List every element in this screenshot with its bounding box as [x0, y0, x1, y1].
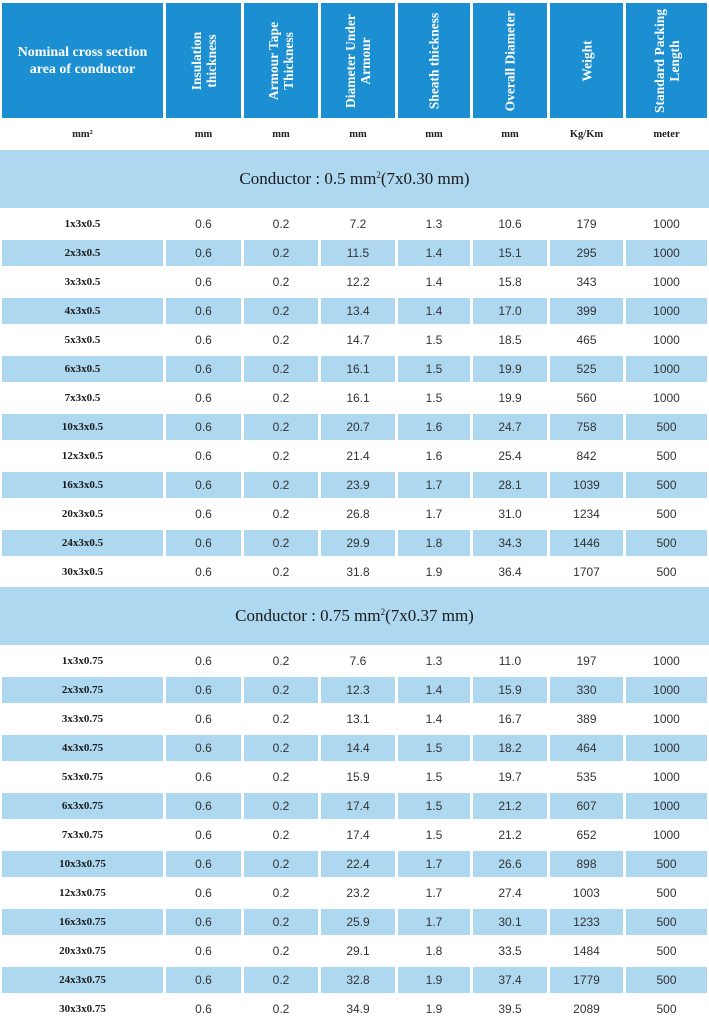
- cell-overall-diameter: 16.7: [498, 712, 522, 726]
- cell-conductor-size: 1x3x0.5: [64, 218, 101, 230]
- cell-sheath-thickness: 1.5: [425, 770, 443, 784]
- cell-weight: 343: [576, 275, 597, 289]
- cell-weight: 330: [550, 677, 623, 703]
- cell-weight: 389: [576, 712, 597, 726]
- cell-packing-length: 500: [626, 472, 707, 498]
- cell-conductor-size: 16x3x0.75: [2, 909, 163, 935]
- table-row: [0, 851, 709, 877]
- table-row: [0, 211, 709, 237]
- cell-armour-tape-thickness: 0.2: [272, 275, 290, 289]
- cell-diameter-under-armour: 29.1: [346, 944, 370, 958]
- cell-sheath-thickness: 1.8: [425, 944, 443, 958]
- header-cross-section-label: Nominal cross section area of conductor: [17, 44, 148, 77]
- cell-overall-diameter: 26.6: [473, 851, 547, 877]
- table-row: [0, 996, 709, 1022]
- cell-conductor-size: 5x3x0.75: [61, 771, 104, 783]
- cell-conductor-size: 6x3x0.5: [2, 356, 163, 382]
- cell-armour-tape-thickness: 0.2: [244, 414, 318, 440]
- cell-sheath-thickness: 1.5: [425, 391, 443, 405]
- cell-sheath-thickness: 1.4: [425, 712, 443, 726]
- cell-sheath-thickness: 1.5: [398, 735, 470, 761]
- table-row: [0, 938, 709, 964]
- cell-overall-diameter: 24.7: [473, 414, 547, 440]
- cell-insulation-thickness: 0.6: [166, 530, 241, 556]
- cell-packing-length: 1000: [626, 793, 707, 819]
- table-row: [0, 530, 709, 556]
- section-title: Conductor : 0.75 mm: [235, 606, 381, 625]
- cell-insulation-thickness: 0.6: [195, 507, 212, 521]
- header-armour-tape: [244, 3, 318, 118]
- table-row: [0, 559, 709, 585]
- cell-diameter-under-armour: 15.9: [346, 770, 370, 784]
- cell-overall-diameter: 21.2: [498, 828, 522, 842]
- cell-sheath-thickness: 1.7: [425, 886, 443, 900]
- cell-weight: 607: [550, 793, 623, 819]
- table-row: [0, 385, 709, 411]
- table-row: [0, 356, 709, 382]
- cell-armour-tape-thickness: 0.2: [244, 530, 318, 556]
- cell-weight: 1779: [550, 967, 623, 993]
- table-row: [0, 648, 709, 674]
- cell-sheath-thickness: 1.9: [398, 967, 470, 993]
- unit-weight: Kg/Km: [569, 128, 604, 140]
- cell-sheath-thickness: 1.5: [398, 356, 470, 382]
- cell-insulation-thickness: 0.6: [195, 1002, 212, 1016]
- section-title-sup: 2: [380, 607, 386, 617]
- cell-packing-length: 500: [626, 909, 707, 935]
- cell-armour-tape-thickness: 0.2: [272, 944, 290, 958]
- cell-conductor-size: 3x3x0.5: [64, 276, 101, 288]
- cell-insulation-thickness: 0.6: [166, 967, 241, 993]
- cell-packing-length: 1000: [653, 712, 680, 726]
- cell-conductor-size: 30x3x0.75: [59, 1003, 106, 1015]
- cell-weight: 399: [550, 298, 623, 324]
- unit-diameter-under-armour: mm: [349, 128, 367, 140]
- cell-armour-tape-thickness: 0.2: [244, 472, 318, 498]
- cell-weight: 842: [576, 449, 597, 463]
- cell-packing-length: 500: [626, 414, 707, 440]
- cell-sheath-thickness: 1.6: [425, 449, 443, 463]
- cell-sheath-thickness: 1.3: [425, 217, 443, 231]
- cell-overall-diameter: 34.3: [473, 530, 547, 556]
- cell-overall-diameter: 10.6: [498, 217, 522, 231]
- header-weight-label: Weight: [579, 39, 594, 82]
- cell-packing-length: 1000: [653, 770, 680, 784]
- cell-sheath-thickness: 1.4: [398, 298, 470, 324]
- cell-conductor-size: 30x3x0.5: [61, 566, 104, 578]
- cell-sheath-thickness: 1.4: [398, 677, 470, 703]
- cell-insulation-thickness: 0.6: [195, 391, 212, 405]
- cell-weight: 179: [576, 217, 597, 231]
- cell-conductor-size: 6x3x0.75: [2, 793, 163, 819]
- cell-sheath-thickness: 1.5: [425, 333, 443, 347]
- cell-packing-length: 500: [626, 530, 707, 556]
- cell-diameter-under-armour: 32.8: [321, 967, 395, 993]
- cell-armour-tape-thickness: 0.2: [244, 735, 318, 761]
- section-title-sup: 2: [376, 170, 381, 180]
- unit-overall-diameter: mm: [501, 128, 519, 140]
- table-row: [0, 414, 709, 440]
- cell-sheath-thickness: 1.7: [425, 507, 443, 521]
- cell-sheath-thickness: 1.4: [425, 275, 443, 289]
- table-row: [0, 706, 709, 732]
- cell-insulation-thickness: 0.6: [195, 944, 212, 958]
- cell-diameter-under-armour: 14.7: [346, 333, 370, 347]
- cell-packing-length: 500: [626, 851, 707, 877]
- cell-overall-diameter: 39.5: [498, 1002, 522, 1016]
- table-row: [0, 472, 709, 498]
- cell-armour-tape-thickness: 0.2: [272, 333, 290, 347]
- cell-armour-tape-thickness: 0.2: [244, 967, 318, 993]
- cell-overall-diameter: 15.1: [473, 240, 547, 266]
- cell-conductor-size: 20x3x0.5: [61, 508, 104, 520]
- cell-sheath-thickness: 1.6: [398, 414, 470, 440]
- cell-insulation-thickness: 0.6: [166, 356, 241, 382]
- table-row: [0, 793, 709, 819]
- cell-armour-tape-thickness: 0.2: [272, 507, 290, 521]
- cell-conductor-size: 20x3x0.75: [59, 945, 106, 957]
- cell-weight: 535: [576, 770, 597, 784]
- unit-cross-section: mm²: [72, 128, 93, 140]
- cell-insulation-thickness: 0.6: [166, 851, 241, 877]
- cell-weight: 758: [550, 414, 623, 440]
- cell-overall-diameter: 33.5: [498, 944, 522, 958]
- cell-armour-tape-thickness: 0.2: [244, 356, 318, 382]
- cell-diameter-under-armour: 22.4: [321, 851, 395, 877]
- table-row: [0, 501, 709, 527]
- cell-weight: 295: [550, 240, 623, 266]
- cell-insulation-thickness: 0.6: [166, 793, 241, 819]
- cell-armour-tape-thickness: 0.2: [244, 851, 318, 877]
- cell-packing-length: 500: [656, 1002, 677, 1016]
- cell-insulation-thickness: 0.6: [166, 414, 241, 440]
- cell-weight: 1484: [573, 944, 600, 958]
- header-diameter-under-armour: [321, 3, 395, 118]
- header-insulation-label: Insulation thickness: [188, 31, 219, 90]
- unit-packing-length: meter: [653, 128, 680, 140]
- cell-diameter-under-armour: 17.4: [346, 828, 370, 842]
- cell-overall-diameter: 15.9: [473, 677, 547, 703]
- cell-packing-length: 500: [656, 886, 677, 900]
- table-row: [0, 735, 709, 761]
- table-row: [0, 269, 709, 295]
- header-packing-length: [626, 3, 707, 118]
- section-banner: [0, 587, 709, 645]
- cell-overall-diameter: 30.1: [473, 909, 547, 935]
- cell-conductor-size: 1x3x0.75: [61, 655, 104, 667]
- cell-sheath-thickness: 1.8: [398, 530, 470, 556]
- cell-insulation-thickness: 0.6: [166, 298, 241, 324]
- cell-insulation-thickness: 0.6: [166, 677, 241, 703]
- cell-diameter-under-armour: 34.9: [346, 1002, 370, 1016]
- cell-conductor-size: 4x3x0.5: [2, 298, 163, 324]
- cell-armour-tape-thickness: 0.2: [272, 770, 290, 784]
- table-row: [0, 677, 709, 703]
- cell-armour-tape-thickness: 0.2: [272, 449, 290, 463]
- cell-insulation-thickness: 0.6: [195, 217, 212, 231]
- cell-diameter-under-armour: 7.6: [349, 654, 367, 668]
- cell-conductor-size: 12x3x0.75: [59, 887, 106, 899]
- cell-diameter-under-armour: 16.1: [321, 356, 395, 382]
- cell-packing-length: 1000: [626, 735, 707, 761]
- cell-diameter-under-armour: 29.9: [321, 530, 395, 556]
- table-row: [0, 327, 709, 353]
- header-cross-section: [2, 3, 163, 118]
- cell-insulation-thickness: 0.6: [195, 828, 212, 842]
- cell-insulation-thickness: 0.6: [166, 909, 241, 935]
- cell-sheath-thickness: 1.9: [425, 565, 443, 579]
- cell-sheath-thickness: 1.5: [398, 793, 470, 819]
- cell-diameter-under-armour: 25.9: [321, 909, 395, 935]
- section-title: Conductor : 0.5 mm: [239, 169, 377, 188]
- cell-overall-diameter: 18.2: [473, 735, 547, 761]
- cell-sheath-thickness: 1.9: [425, 1002, 443, 1016]
- cell-armour-tape-thickness: 0.2: [244, 240, 318, 266]
- cell-conductor-size: 2x3x0.5: [2, 240, 163, 266]
- header-armour-tape-label: Armour Tape Thickness: [266, 21, 296, 100]
- cell-packing-length: 1000: [653, 275, 680, 289]
- cell-weight: 1233: [550, 909, 623, 935]
- cell-armour-tape-thickness: 0.2: [244, 793, 318, 819]
- cell-diameter-under-armour: 26.8: [346, 507, 370, 521]
- cell-conductor-size: 24x3x0.5: [2, 530, 163, 556]
- cell-conductor-size: 16x3x0.5: [2, 472, 163, 498]
- cell-insulation-thickness: 0.6: [195, 770, 212, 784]
- cell-insulation-thickness: 0.6: [195, 333, 212, 347]
- cell-diameter-under-armour: 16.1: [346, 391, 370, 405]
- table-row: [0, 822, 709, 848]
- table-row: [0, 967, 709, 993]
- cell-weight: 652: [576, 828, 597, 842]
- cell-conductor-size: 3x3x0.75: [61, 713, 104, 725]
- cell-armour-tape-thickness: 0.2: [272, 391, 290, 405]
- cell-overall-diameter: 36.4: [498, 565, 522, 579]
- header-packing-length-label: Standard Packing Length: [651, 8, 682, 113]
- cell-overall-diameter: 15.8: [498, 275, 522, 289]
- header-insulation: [166, 3, 241, 118]
- cell-conductor-size: 2x3x0.75: [2, 677, 163, 703]
- cell-diameter-under-armour: 11.5: [321, 240, 395, 266]
- header-overall-diameter-label: Overall Diameter: [502, 10, 518, 111]
- cell-overall-diameter: 19.9: [498, 391, 522, 405]
- cell-packing-length: 1000: [626, 240, 707, 266]
- cell-diameter-under-armour: 31.8: [346, 565, 370, 579]
- cell-diameter-under-armour: 17.4: [321, 793, 395, 819]
- cell-conductor-size: 12x3x0.5: [61, 450, 104, 462]
- cell-diameter-under-armour: 13.1: [346, 712, 370, 726]
- cell-conductor-size: 4x3x0.75: [2, 735, 163, 761]
- cell-conductor-size: 7x3x0.5: [64, 392, 101, 404]
- unit-insulation: mm: [194, 128, 213, 140]
- cell-conductor-size: 10x3x0.75: [2, 851, 163, 877]
- section-title-suffix: (7x0.30 mm): [380, 169, 470, 188]
- cell-diameter-under-armour: 12.2: [346, 275, 370, 289]
- cell-armour-tape-thickness: 0.2: [272, 217, 290, 231]
- cell-sheath-thickness: 1.7: [398, 909, 470, 935]
- cell-weight: 464: [550, 735, 623, 761]
- cell-conductor-size: 10x3x0.5: [2, 414, 163, 440]
- cell-conductor-size: 5x3x0.5: [64, 334, 101, 346]
- cell-overall-diameter: 17.0: [473, 298, 547, 324]
- cell-armour-tape-thickness: 0.2: [272, 654, 290, 668]
- cell-weight: 560: [576, 391, 597, 405]
- cell-overall-diameter: 19.9: [473, 356, 547, 382]
- table-row: [0, 298, 709, 324]
- unit-armour-tape: mm: [272, 128, 290, 140]
- cell-overall-diameter: 25.4: [498, 449, 522, 463]
- cell-insulation-thickness: 0.6: [195, 565, 212, 579]
- cell-packing-length: 1000: [653, 217, 680, 231]
- table-row: [0, 909, 709, 935]
- cell-insulation-thickness: 0.6: [166, 240, 241, 266]
- cell-armour-tape-thickness: 0.2: [272, 565, 290, 579]
- cell-packing-length: 1000: [626, 356, 707, 382]
- cell-insulation-thickness: 0.6: [195, 886, 212, 900]
- table-row: [0, 240, 709, 266]
- cell-packing-length: 500: [656, 944, 677, 958]
- header-sheath: [398, 3, 470, 118]
- cell-overall-diameter: 18.5: [498, 333, 522, 347]
- cell-weight: 197: [576, 654, 597, 668]
- section-banner: [0, 150, 709, 208]
- cell-insulation-thickness: 0.6: [166, 472, 241, 498]
- section-title-suffix: (7x0.37 mm): [385, 606, 474, 625]
- cell-packing-length: 1000: [653, 391, 680, 405]
- cell-conductor-size: 7x3x0.75: [61, 829, 104, 841]
- cell-diameter-under-armour: 13.4: [321, 298, 395, 324]
- cell-weight: 1039: [550, 472, 623, 498]
- cell-weight: 898: [550, 851, 623, 877]
- table-row: [0, 443, 709, 469]
- cell-sheath-thickness: 1.7: [398, 472, 470, 498]
- table-row: [0, 880, 709, 906]
- cell-overall-diameter: 37.4: [473, 967, 547, 993]
- cell-weight: 1003: [573, 886, 600, 900]
- cell-armour-tape-thickness: 0.2: [244, 298, 318, 324]
- cell-packing-length: 1000: [626, 677, 707, 703]
- cell-armour-tape-thickness: 0.2: [272, 828, 290, 842]
- cell-overall-diameter: 19.7: [498, 770, 522, 784]
- cell-diameter-under-armour: 23.2: [346, 886, 370, 900]
- cell-weight: 1234: [573, 507, 600, 521]
- cell-insulation-thickness: 0.6: [195, 449, 212, 463]
- cell-packing-length: 500: [656, 565, 677, 579]
- cell-sheath-thickness: 1.3: [425, 654, 443, 668]
- table-row: [0, 764, 709, 790]
- cell-overall-diameter: 27.4: [498, 886, 522, 900]
- cell-weight: 1707: [573, 565, 600, 579]
- cell-diameter-under-armour: 23.9: [321, 472, 395, 498]
- cell-overall-diameter: 28.1: [473, 472, 547, 498]
- unit-sheath: mm: [425, 128, 443, 140]
- cell-conductor-size: 24x3x0.75: [2, 967, 163, 993]
- cell-sheath-thickness: 1.5: [425, 828, 443, 842]
- cell-weight: 465: [576, 333, 597, 347]
- cell-sheath-thickness: 1.4: [398, 240, 470, 266]
- cell-packing-length: 500: [656, 449, 677, 463]
- cell-diameter-under-armour: 7.2: [349, 217, 367, 231]
- cell-packing-length: 1000: [653, 828, 680, 842]
- cell-armour-tape-thickness: 0.2: [272, 1002, 290, 1016]
- cell-diameter-under-armour: 20.7: [321, 414, 395, 440]
- cell-insulation-thickness: 0.6: [195, 275, 212, 289]
- cell-armour-tape-thickness: 0.2: [244, 677, 318, 703]
- cell-packing-length: 1000: [626, 298, 707, 324]
- header-weight: [550, 3, 623, 118]
- cell-armour-tape-thickness: 0.2: [272, 886, 290, 900]
- cell-armour-tape-thickness: 0.2: [272, 712, 290, 726]
- cell-armour-tape-thickness: 0.2: [244, 909, 318, 935]
- cell-weight: 1446: [550, 530, 623, 556]
- cell-packing-length: 500: [656, 507, 677, 521]
- cell-overall-diameter: 21.2: [473, 793, 547, 819]
- cell-overall-diameter: 11.0: [498, 654, 522, 668]
- cell-insulation-thickness: 0.6: [195, 654, 212, 668]
- cell-insulation-thickness: 0.6: [195, 712, 212, 726]
- cell-packing-length: 500: [626, 967, 707, 993]
- cell-overall-diameter: 31.0: [498, 507, 522, 521]
- cell-diameter-under-armour: 21.4: [346, 449, 370, 463]
- header-diameter-under-armour-label: Diameter Under Armour: [343, 13, 373, 108]
- cell-packing-length: 1000: [653, 333, 680, 347]
- cell-packing-length: 1000: [653, 654, 680, 668]
- cell-diameter-under-armour: 14.4: [321, 735, 395, 761]
- cell-weight: 2089: [573, 1002, 600, 1016]
- cell-weight: 525: [550, 356, 623, 382]
- header-sheath-label: Sheath thickness: [426, 12, 442, 109]
- cell-diameter-under-armour: 12.3: [321, 677, 395, 703]
- cell-insulation-thickness: 0.6: [166, 735, 241, 761]
- cell-sheath-thickness: 1.7: [398, 851, 470, 877]
- header-overall-diameter: [473, 3, 547, 118]
